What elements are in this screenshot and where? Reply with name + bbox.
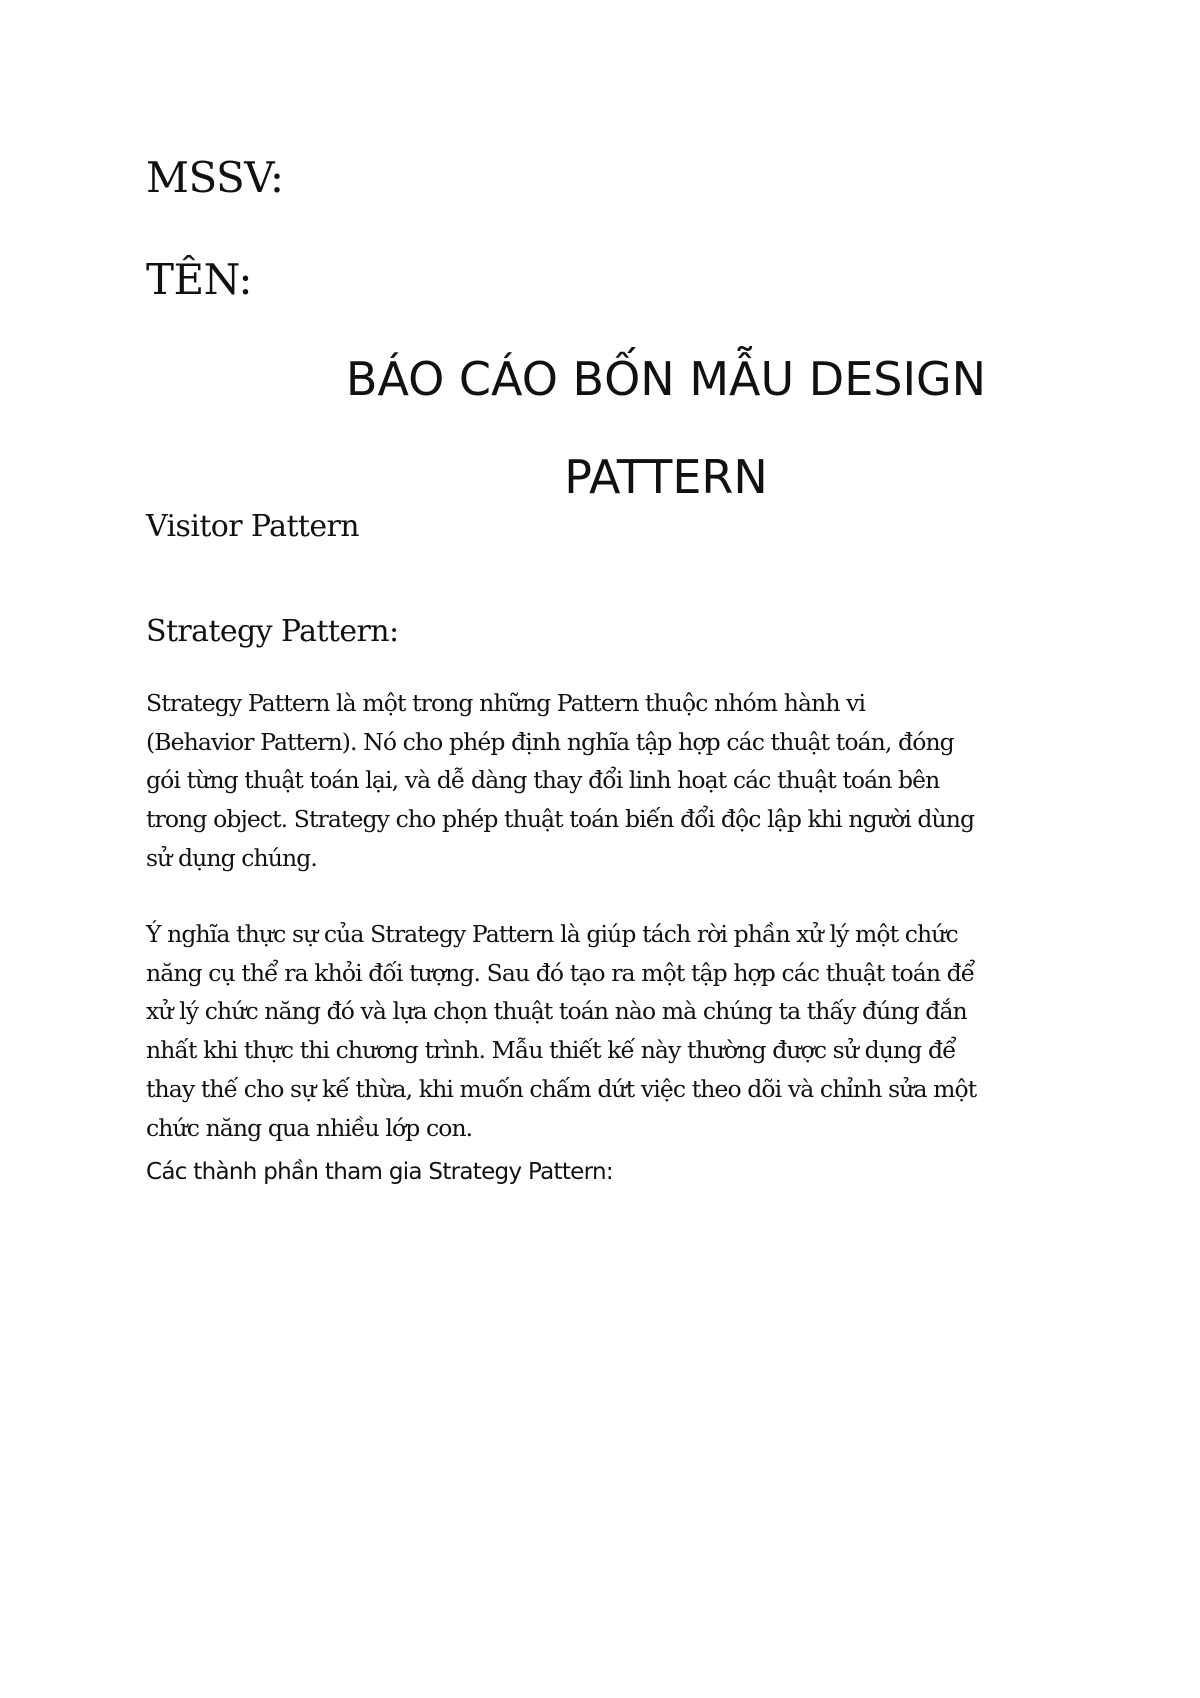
strategy-definition-paragraph (146, 684, 1076, 878)
paragraph-line: năng cụ thể ra khỏi đối tượng. Sau đó tạo ra một tập hợp các thuật toán để (146, 958, 975, 987)
strategy-components-heading: Các thành phần tham gia Strategy Pattern: (146, 1159, 613, 1185)
paragraph-line: thay thế cho sự kế thừa, khi muốn chấm dứt việc theo dõi và chỉnh sửa một (146, 1074, 977, 1103)
paragraph-line: nhất khi thực thi chương trình. Mẫu thiết kế này thường được sử dụng để (146, 1036, 956, 1065)
visitor-pattern-heading: Visitor Pattern (146, 509, 359, 544)
paragraph-line: gói từng thuật toán lại, và dễ dàng thay đổi linh hoạt các thuật toán bên (146, 766, 940, 795)
paragraph-line: Strategy Pattern là một trong những Pattern thuộc nhóm hành vi (146, 689, 866, 717)
document-title (146, 330, 1186, 526)
paragraph-line: (Behavior Pattern). Nó cho phép định nghĩa tập hợp các thuật toán, đóng (146, 727, 954, 756)
strategy-meaning-paragraph (146, 915, 1076, 1147)
paragraph-line: trong object. Strategy cho phép thuật toán biến đổi độc lập khi người dùng (146, 805, 975, 834)
paragraph-line: chức năng qua nhiều lớp con. (146, 1113, 473, 1142)
paragraph-line: xử lý chức năng đó và lựa chọn thuật toán nào mà chúng ta thấy đúng đắn (146, 997, 967, 1026)
paragraph-line: sử dụng chúng. (146, 843, 317, 872)
strategy-pattern-heading: Strategy Pattern: (146, 614, 399, 649)
mssv-label: MSSV: (146, 153, 284, 202)
paragraph-line: Ý nghĩa thực sự của Strategy Pattern là giúp tách rời phần xử lý một chức (146, 920, 958, 948)
document-title-line-1: BÁO CÁO BỐN MẪU DESIGN (345, 352, 987, 406)
student-name-label: TÊN: (146, 255, 253, 304)
document-title-line-2: PATTERN (564, 450, 768, 504)
